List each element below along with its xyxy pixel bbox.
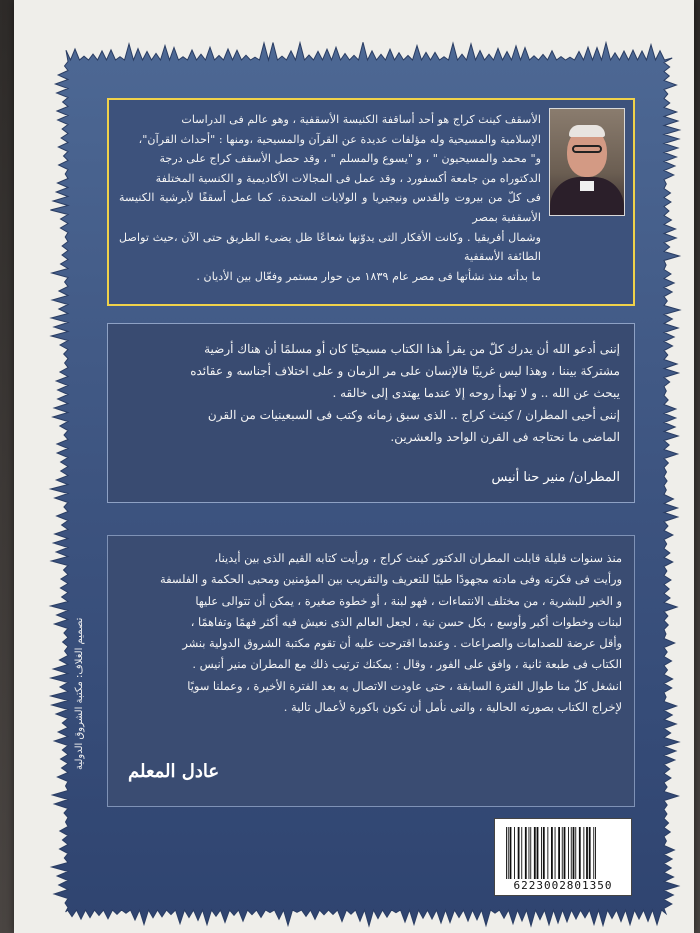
preface-line: و الخير للبشرية ، من مختلف الانتماءات ، فهو لبنة ، أو خطوة صغيرة ، يمكن أن تتوالى عليها (195, 593, 622, 608)
barcode-bar (575, 827, 576, 879)
quote-line: يبحث عن الله .. و لا تهدأ روحه إلا عندما يهتدى إلى خالقه . (332, 386, 620, 400)
bio-line: و" محمد والمسيحيون " ، و "يسوع والمسلم " ، وقد حصل الأسقف كراج على درجة (159, 152, 541, 166)
barcode-bar (589, 827, 591, 879)
barcode-bar (583, 827, 584, 879)
barcode-bar (571, 827, 572, 879)
bio-line: الإسلامية والمسيحية وله مؤلفات عديدة عن القرآن والمسيحية ،ومنها : "أحداث القرآن"، (138, 132, 541, 146)
barcode-bar (543, 827, 545, 879)
barcode-bar (514, 827, 515, 879)
preface-line: منذ سنوات قليلة قابلت المطران الدكتور كينث كراج ، ورأيت كتابه القيم الذى بين أيدينا، (214, 551, 622, 565)
barcode-bar (541, 827, 542, 879)
preface-signature: عادل المعلم (128, 761, 220, 782)
barcode-bar (537, 827, 539, 879)
quote-panel (107, 323, 635, 503)
isbn-barcode (494, 818, 632, 896)
barcode-bar (534, 827, 536, 879)
preface-line: وأقل عرضة للصدامات والصراعات . وعندما اقترحت عليه أن تقوم مكتبة الشروق الدولية بنشر (182, 636, 622, 651)
barcode-bar (564, 827, 566, 879)
barcode-bar (568, 827, 569, 879)
barcode-bar (586, 827, 588, 879)
bio-line: وشمال أفريقيا . وكانت الأفكار التى يدوّنها شعاعًا ظل يضىء الطريق حتى الآن ،حيث تواصل الطائفة الأسقفية (119, 230, 541, 264)
author-bio-text (119, 110, 541, 286)
quote-line: مشتركة بيننا ، وهذا ليس غريبًا فالإنسان على مر الزمان و على اختلاف أجناسه و عقائده (190, 364, 620, 378)
barcode-bar (595, 827, 596, 879)
preface-line: لبنات وخطوات أكبر وأوسع ، بكل حسن نية ، لجعل العالم الذى نعيش فيه أكثر فهمًا وتفاهمًا ، (190, 614, 622, 629)
preface-line: الكتاب فى طبعة ثانية ، وافق على الفور ، وقال : يمكنك ترتيب ذلك مع المطران منير أنيس . (192, 657, 622, 672)
preface-line: لإخراج الكتاب بصورته الحالية ، والتى نأمل أن تكون باكورة لأعمال تالية . (283, 700, 622, 715)
barcode-bar (518, 827, 520, 879)
publisher-credit: تصميم الغلاف: مكتبة الشروق الدولية (74, 617, 85, 770)
barcode-bars (505, 827, 623, 879)
barcode-bar (551, 827, 553, 879)
quote-line: إننى أدعو الله أن يدرك كلّ من يقرأ هذا الكتاب مسيحيًا كان أو مسلمًا أن هناك أرضية (204, 342, 620, 356)
author-portrait (549, 108, 625, 216)
bio-line: ما بدأته منذ نشأتها فى مصر عام ١٨٣٩ من حوار مستمر وفعّال بين الأديان . (196, 269, 541, 283)
bio-line: فى كلّ من بيروت والقدس ونيجيريا و الولايات المتحدة. كما عمل أسقفًا لأبرشية الكنيسة الأسقفية بمصر (119, 191, 541, 224)
quote-line: إننى أحيى المطران / كينث كراج .. الذى سبق زمانه وكتب فى السبعينيات من القرن (207, 408, 620, 422)
preface-line: ورأيت فى فكرته وفى مادته مجهودًا طيبًا للتعريف والتقريب بين المؤمنين ومحبى الحكمة و الفلسفة (159, 572, 622, 587)
author-bio-panel (107, 98, 635, 306)
barcode-bar (555, 827, 556, 879)
preface-line: انشغل كلّ منا طوال الفترة السابقة ، حتى عاودت الاتصال به بعد الفترة الأخيرة ، وعملنا سويًا (187, 678, 622, 693)
barcode-bar (510, 827, 512, 879)
book-back-cover (14, 0, 694, 933)
barcode-number: 6223002801350 (513, 879, 613, 892)
barcode-bar (558, 827, 560, 879)
barcode-bar (579, 827, 581, 879)
barcode-bar (530, 827, 531, 879)
barcode-bar (573, 827, 575, 879)
preface-text (120, 548, 622, 718)
bio-line: الدكتوراه من جامعة أكسفورد ، وقد عمل فى المجالات الأكاديمية و الكنسية المختلفة (155, 171, 541, 185)
barcode-bar (562, 827, 563, 879)
barcode-bar (547, 827, 548, 879)
barcode-bar (525, 827, 527, 879)
quote-line: الماضى ما نحتاجه فى القرن الواحد والعشرين. (390, 430, 620, 444)
barcode-bar (506, 827, 507, 879)
quote-text (122, 338, 620, 448)
barcode-bar (508, 827, 509, 879)
quote-signature: المطران/ منير حنا أنيس (491, 470, 620, 485)
barcode-bar (593, 827, 594, 879)
bio-line: الأسقف كينث كراج هو أحد أساقفة الكنيسة الأسقفية ، وهو عالم فى الدراسات (181, 113, 541, 126)
barcode-bar (521, 827, 522, 879)
preface-panel (107, 535, 635, 807)
barcode-bar (529, 827, 530, 879)
